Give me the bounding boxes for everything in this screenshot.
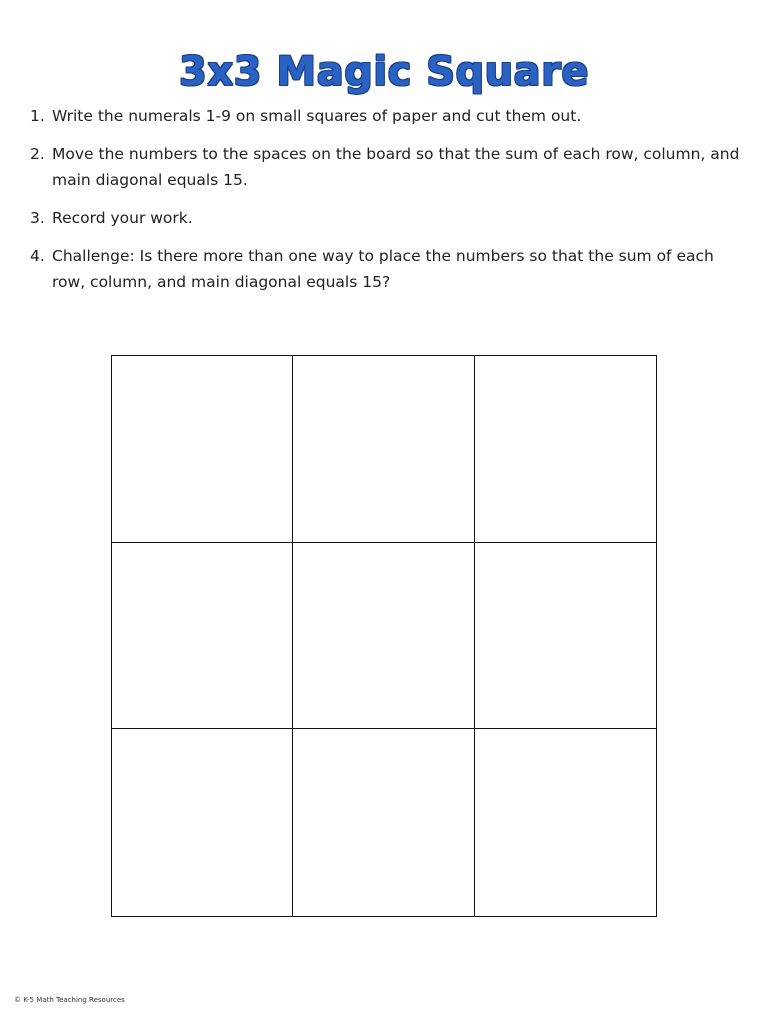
step-number: 4. (30, 247, 45, 265)
page-title: 3x3 Magic Square (179, 48, 589, 95)
board-cell-r3-c3[interactable] (475, 729, 656, 916)
instruction-step-3 (30, 205, 742, 231)
board-cell-r3-c1[interactable] (112, 729, 293, 916)
board-cell-r2-c2[interactable] (293, 543, 474, 730)
board-cell-r2-c1[interactable] (112, 543, 293, 730)
board-cell-r1-c1[interactable] (112, 356, 293, 543)
step-number: 3. (30, 209, 45, 227)
instructions-list (30, 103, 742, 307)
step-text: Record your work. (52, 209, 193, 227)
instruction-step-4 (30, 243, 742, 295)
step-text: Move the numbers to the spaces on the board so that the sum of each row, column, and main diagonal equals 15. (52, 145, 740, 189)
board-cell-r1-c2[interactable] (293, 356, 474, 543)
step-text: Challenge: Is there more than one way to place the numbers so that the sum of each row, column, and main diagonal equals 15? (52, 247, 714, 291)
magic-square-board (111, 355, 657, 917)
board-cell-r3-c2[interactable] (293, 729, 474, 916)
step-text: Write the numerals 1-9 on small squares of paper and cut them out. (52, 107, 582, 125)
copyright-footer: © K-5 Math Teaching Resources (14, 996, 125, 1004)
step-number: 1. (30, 107, 45, 125)
instruction-step-2 (30, 141, 742, 193)
board-cell-r2-c3[interactable] (475, 543, 656, 730)
instruction-step-1 (30, 103, 742, 129)
step-number: 2. (30, 145, 45, 163)
board-cell-r1-c3[interactable] (475, 356, 656, 543)
